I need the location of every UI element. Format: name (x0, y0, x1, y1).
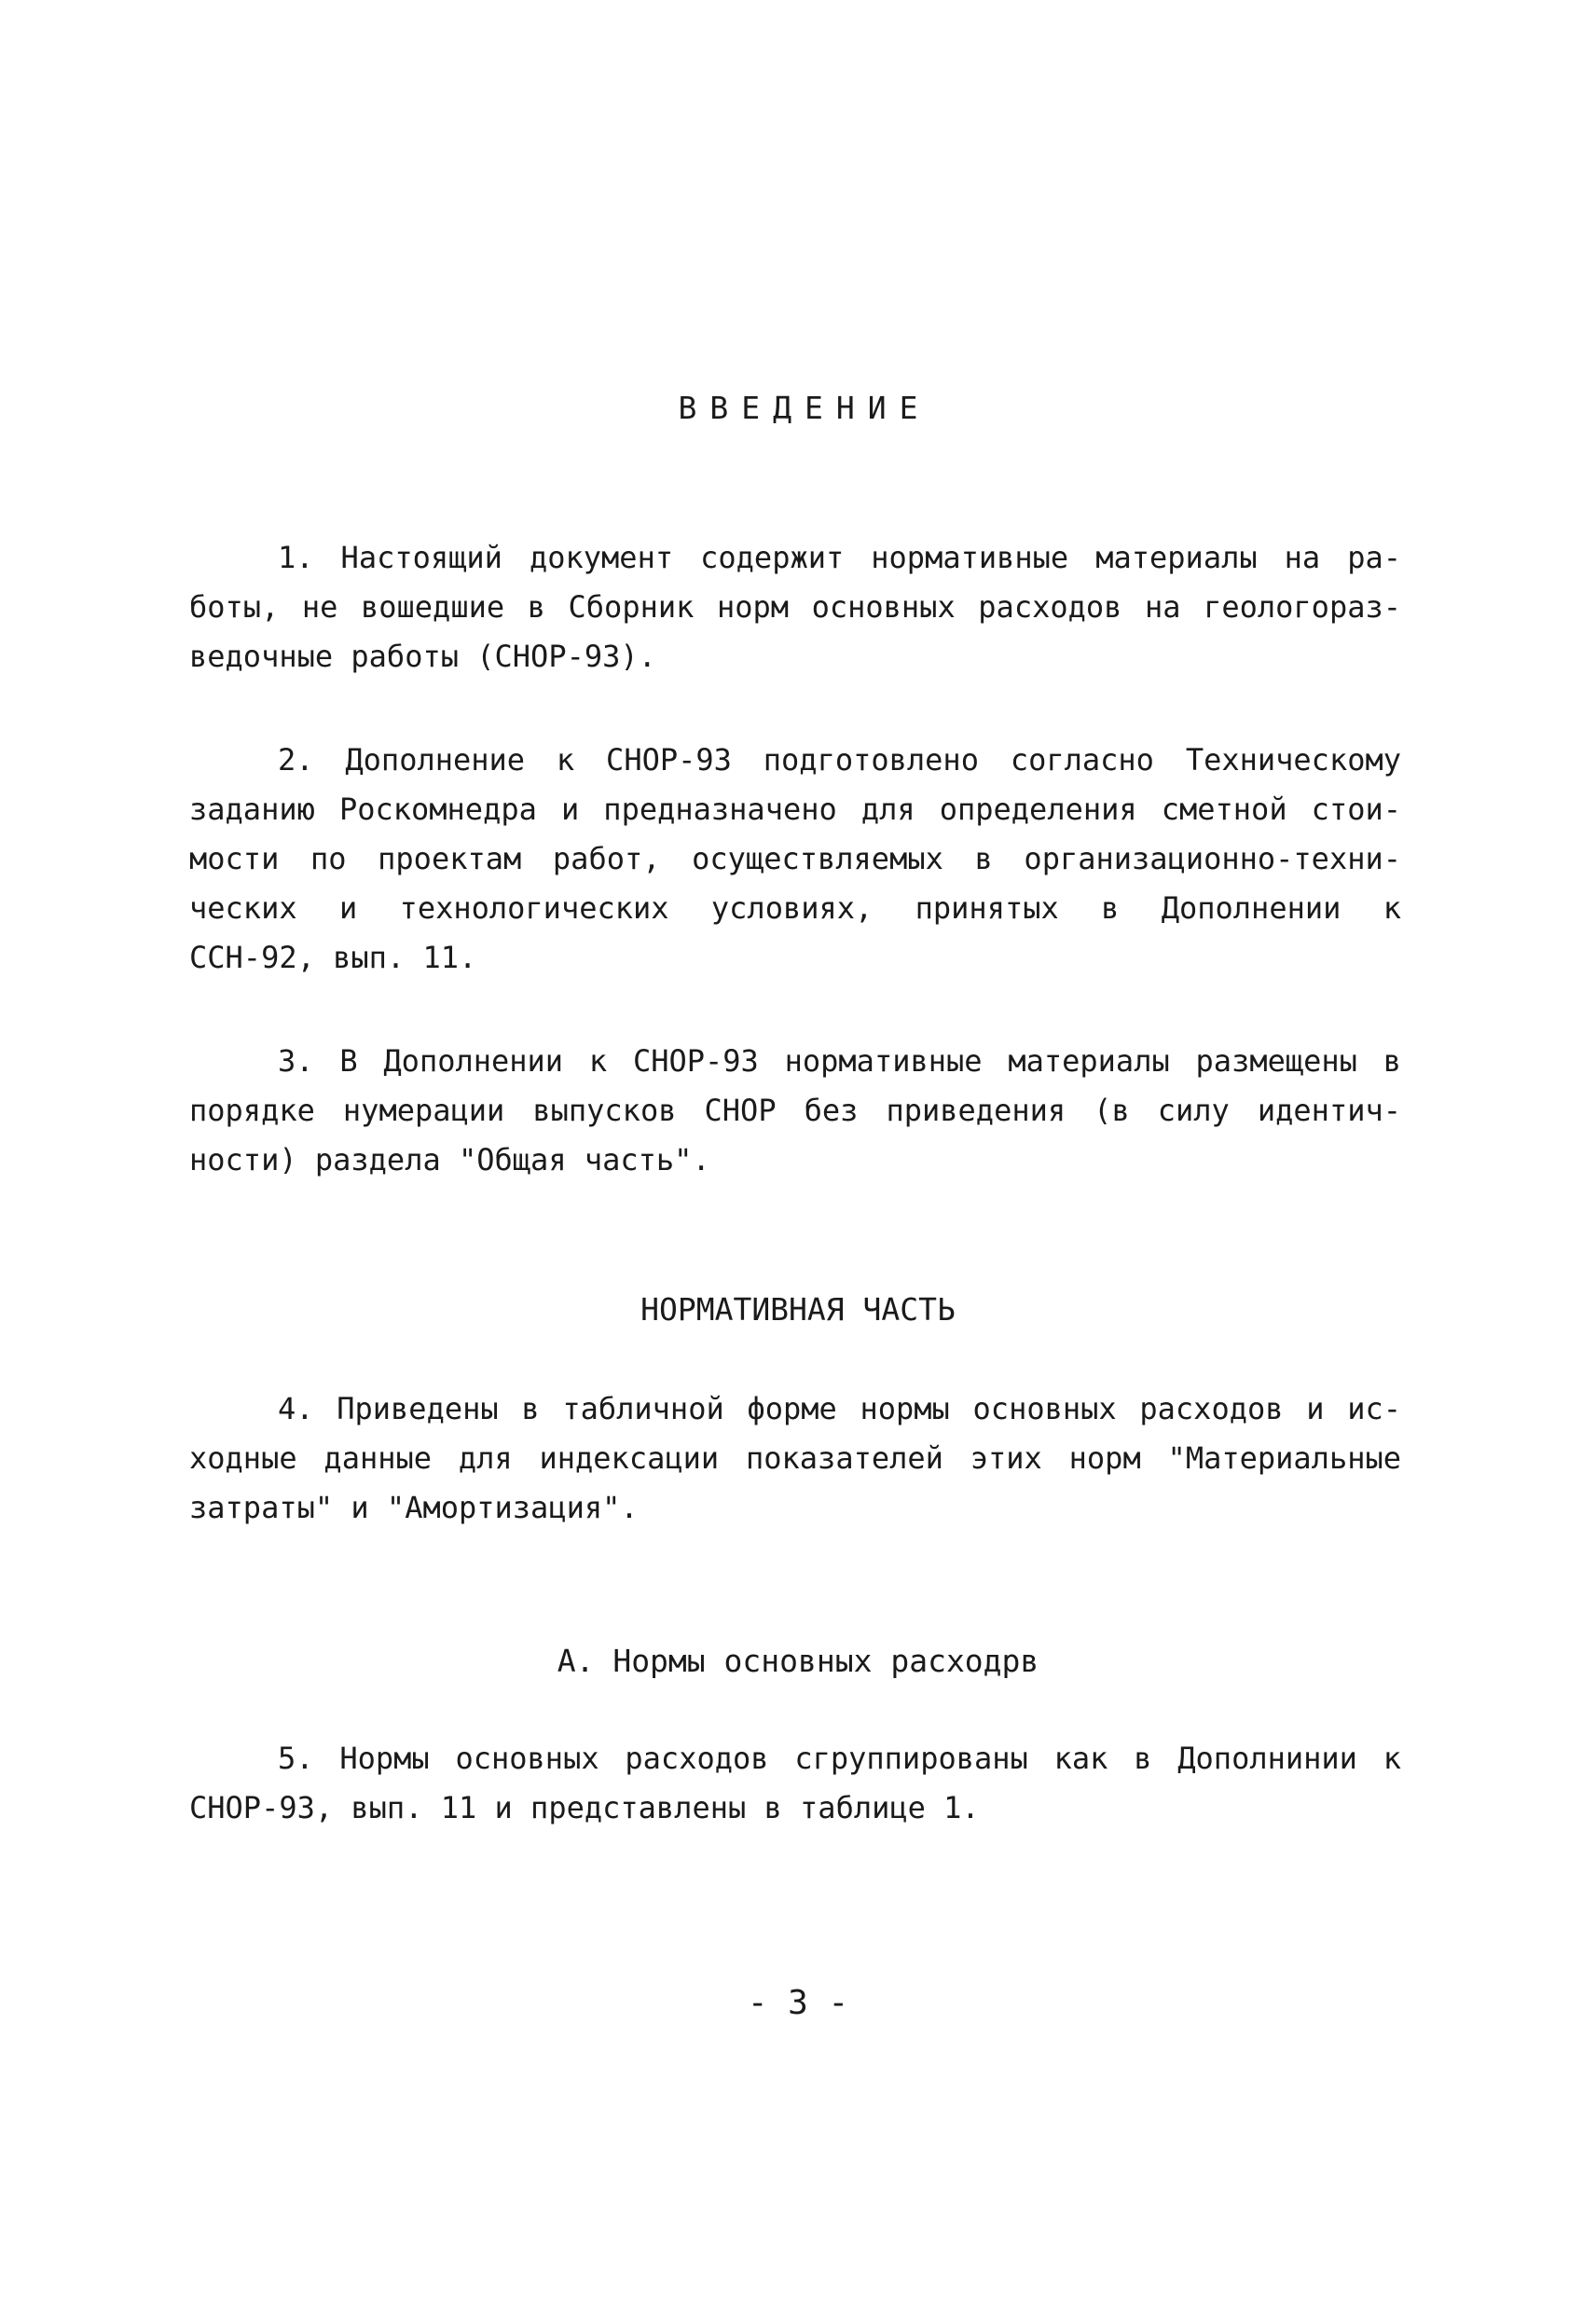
paragraph-line: СНОР-93, вып. 11 и представлены в таблице 1. (189, 1790, 980, 1825)
paragraph-line: затраты" и "Амортизация". (189, 1490, 639, 1525)
paragraph-line: 4. Приведены в табличной форме нормы основных расходов и ис- (278, 1391, 1401, 1426)
paragraph-line: мости по проектам работ, осуществляемых в организационно-техни- (189, 841, 1401, 876)
paragraph-line: ности) раздела "Общая часть". (189, 1142, 710, 1177)
paragraph-line: 5. Нормы основных расходов сгруппированы как в Дополнинии к (278, 1741, 1401, 1776)
document-title: ВВЕДЕНИЕ (678, 390, 931, 426)
paragraph-line: 3. В Дополнении к СНОР-93 нормативные материалы размещены в (278, 1043, 1401, 1079)
paragraph-line: 2. Дополнение к СНОР-93 подготовлено согласно Техническому (278, 742, 1401, 778)
subsection-heading: А. Нормы основных расходрв (557, 1643, 1039, 1679)
paragraph-2 (189, 736, 1401, 983)
paragraph-line: порядке нумерации выпусков СНОР без приведения (в силу идентич- (189, 1093, 1401, 1128)
paragraph-line: заданию Роскомнедра и предназначено для определения сметной стои- (189, 792, 1401, 827)
paragraph-line: 1. Настоящий документ содержит нормативные материалы на ра- (278, 540, 1401, 575)
paragraph-line: ческих и технологических условиях, принятых в Дополнении к (189, 890, 1401, 926)
paragraph-5 (189, 1734, 1401, 1833)
paragraph-4 (189, 1384, 1401, 1533)
paragraph-3 (189, 1037, 1401, 1185)
paragraph-line: боты, не вошедшие в Сборник норм основных расходов на геологораз- (189, 589, 1401, 625)
paragraph-line: ведочные работы (СНОР-93). (189, 639, 656, 674)
paragraph-1 (189, 533, 1401, 682)
paragraph-line: ходные данные для индексации показателей этих норм "Материальные (189, 1440, 1401, 1476)
section-heading: НОРМАТИВНАЯ ЧАСТЬ (640, 1291, 956, 1328)
page-number: - 3 - (747, 1984, 849, 2022)
paragraph-line: ССН-92, вып. 11. (189, 940, 477, 975)
